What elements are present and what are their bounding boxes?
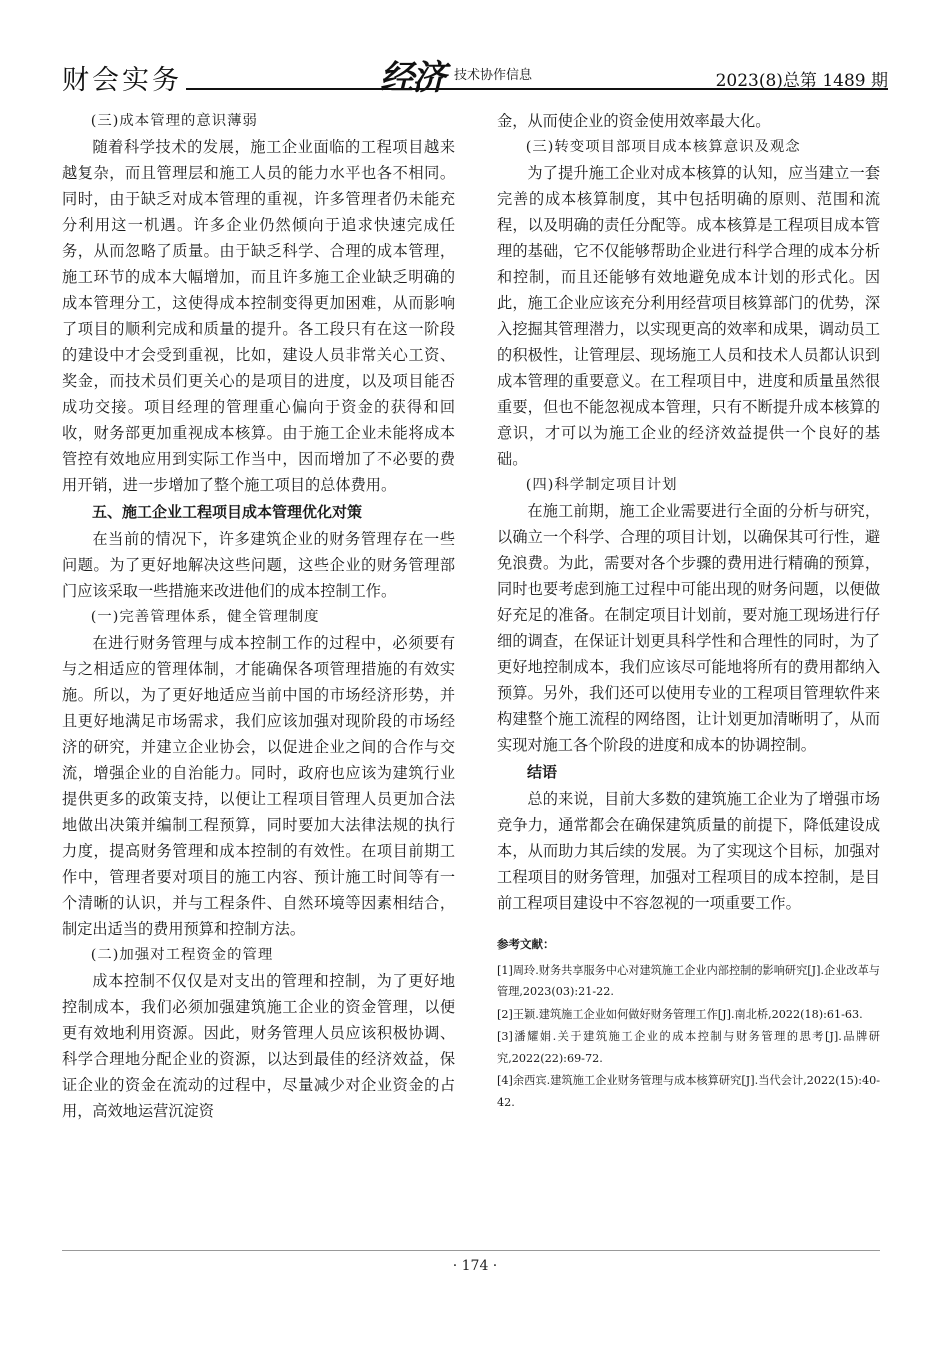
references-title: 参考文献：	[497, 937, 555, 951]
paragraph-continued: 金，从而使企业的资金使用效率最大化。	[497, 112, 771, 130]
issue-number: 2023(8)总第 1489 期	[715, 71, 888, 91]
subheading: (三)成本管理的意识薄弱	[90, 113, 258, 129]
reference-item: [4]余西宾.建筑施工企业财务管理与成本核算研究[J].当代会计,2022(15):40-42.	[497, 1074, 880, 1109]
subheading: (三)转变项目部项目成本核算意识及观念	[525, 139, 801, 155]
subheading: (二)加强对工程资金的管理	[90, 947, 274, 963]
paragraph: 成本控制不仅仅是对支出的管理和控制，为了更好地控制成本，我们必须加强建筑施工企业的资金管理，以便更有效地利用资源。因此，财务管理人员应该积极协调、科学合理地分配企业的资源，以达到最佳的经济效益，保证企业的资金在流动的过程中，尽量减少对企业资金的占用，高效地运营沉淀资	[62, 972, 455, 1120]
reference-item: [1]周玲.财务共享服务中心对建筑施工企业内部控制的影响研究[J].企业改革与管理,2023(03):21-22.	[497, 963, 880, 998]
page-header	[62, 50, 888, 98]
references	[497, 934, 880, 1113]
conclusion-heading: 结语	[527, 763, 558, 781]
section-title: 财会实务	[62, 65, 182, 96]
subheading: (四)科学制定项目计划	[525, 477, 678, 493]
paragraph: 随着科学技术的发展，施工企业面临的工程项目越来越复杂，而且管理层和施工人员的能力水平也各不相同。同时，由于缺乏对成本管理的重视，许多管理者仍未能充分利用这一机遇。许多企业仍然倾向于追求快速完成任务，从而忽略了质量。由于缺乏科学、合理的成本管理，施工环节的成本大幅增加，而且许多施工企业缺乏明确的成本管理分工，这使得成本控制变得更加困难，从而影响了项目的顺利完成和质量的提升。各工段只有在这一阶段的建设中才会受到重视，比如，建设人员非常关心工资、奖金，而技术员们更关心的是项目的进度，以及项目能否成功交接。项目经理的管理重心偏向于资金的获得和回收，财务部更加重视成本核算。由于施工企业未能将成本管控有效地应用到实际工作当中，因而增加了不必要的费用开销，进一步增加了整个施工项目的总体费用。	[62, 138, 455, 494]
paragraph: 总的来说，目前大多数的建筑施工企业为了增强市场竞争力，通常都会在确保建筑质量的前提下，降低建设成本，从而助力其后续的发展。为了实现这个目标，加强对工程项目的财务管理，加强对工程项目的成本控制，是目前工程项目建设中不容忽视的一项重要工作。	[497, 790, 880, 912]
reference-item: [2]王颖.建筑施工企业如何做好财务管理工作[J].南北桥,2022(18):61-63.	[497, 1007, 863, 1021]
journal-subtitle: 技术协作信息	[454, 68, 533, 83]
header-rule	[186, 88, 888, 90]
paragraph: 为了提升施工企业对成本核算的认知，应当建立一套完善的成本核算制度，其中包括明确的原则、范围和流程，以及明确的责任分配等。成本核算是工程项目成本管理的基础，它不仅能够帮助企业进行科学合理的成本分析和控制，而且还能够有效地避免成本计划的形式化。因此，施工企业应该充分利用经营项目核算部门的优势，深入挖掘其管理潜力，以实现更高的效率和成果，调动员工的积极性，让管理层、现场施工人员和技术人员都认识到成本管理的重要意义。在工程项目中，进度和质量虽然很重要，但也不能忽视成本管理，只有不断提升成本核算的意识，才可以为施工企业的经济效益提供一个良好的基础。	[497, 164, 880, 468]
footer-rule	[62, 1250, 880, 1251]
left-column	[62, 108, 455, 1124]
right-column	[497, 108, 880, 1114]
reference-item: [3]潘耀娟.关于建筑施工企业的成本控制与财务管理的思考[J].品牌研究,2022(22):69-72.	[497, 1030, 880, 1065]
paragraph: 在当前的情况下，许多建筑企业的财务管理存在一些问题。为了更好地解决这些问题，这些企业的财务管理部门应该采取一些措施来改进他们的成本控制工作。	[62, 530, 455, 600]
section-heading: 五、施工企业工程项目成本管理优化对策	[92, 503, 363, 521]
paragraph: 在施工前期，施工企业需要进行全面的分析与研究，以确立一个科学、合理的项目计划，以确保其可行性，避免浪费。为此，需要对各个步骤的费用进行精确的预算，同时也要考虑到施工过程中可能出现的财务问题，以便做好充足的准备。在制定项目计划前，要对施工现场进行仔细的调查，在保证计划更具科学性和合理性的同时，为了更好地控制成本，我们应该尽可能地将所有的费用都纳入预算。另外，我们还可以使用专业的工程项目管理软件来构建整个施工流程的网络图，让计划更加清晰明了，从而实现对施工各个阶段的进度和成本的协调控制。	[497, 502, 880, 754]
paragraph: 在进行财务管理与成本控制工作的过程中，必须要有与之相适应的管理体制，才能确保各项管理措施的有效实施。所以，为了更好地适应当前中国的市场经济形势，并且更好地满足市场需求，我们应该加强对现阶段的市场经济的研究，并建立企业协会，以促进企业之间的合作与交流，增强企业的自治能力。同时，政府也应该为建筑行业提供更多的政策支持，以便让工程项目管理人员更加合法地做出决策并编制工程预算，同时要加大法律法规的执行力度，提高财务管理和成本控制的有效性。在项目前期工作中，管理者要对项目的施工内容、预计施工时间等有一个清晰的认识，并与工程条件、自然环境等因素相结合，制定出适当的费用预算和控制方法。	[62, 634, 455, 938]
subheading: (一)完善管理体系，健全管理制度	[90, 609, 320, 625]
page-number: · 174 ·	[452, 1258, 498, 1274]
journal-logo: 经济	[380, 58, 444, 98]
